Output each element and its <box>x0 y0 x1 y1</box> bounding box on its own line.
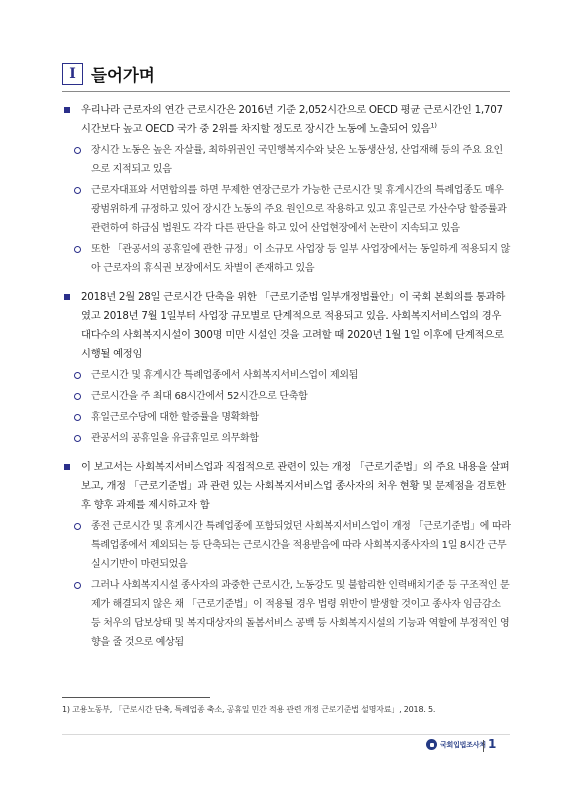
bullet-text: 우리나라 근로자의 연간 근로시간은 2016년 기준 2,052시간으로 OECD 평균 근로시간인 1,707시간보다 높고 OECD 국가 중 2위를 차지할 정도로 장시간 노동에 노출되어 있음 <box>81 104 503 135</box>
title-divider <box>62 91 510 92</box>
sub-item-text: 장시간 노동은 높은 자살률, 최하위권인 국민행복지수와 낮은 노동생산성, 산업재해 등의 주요 요인으로 지적되고 있음 <box>91 145 503 175</box>
bullet-text: 2018년 2월 28일 근로시간 단축을 위한 「근로기준법 일부개정법률안」이 국회 본회의를 통과하였고 2018년 7월 1일부터 사업장 규모별로 단계적으로 적용되고 있음. 사회복지서비스업의 경우 대다수의 사회복지시설이 300명 미만 시설인 것을 고려할 때 2020년 1월 1일 이후에 단계적으로 시행될 예정임 <box>81 291 506 360</box>
circle-bullet-icon <box>74 435 81 442</box>
page-title: 들어가며 <box>91 66 155 85</box>
main-bullet <box>62 288 512 364</box>
body-content <box>62 101 512 652</box>
sub-item-text: 휴일근로수당에 대한 할증률을 명확화함 <box>91 412 259 423</box>
section-heading <box>62 62 155 86</box>
circle-bullet-icon <box>74 187 81 194</box>
sub-item-text: 또한 「관공서의 공휴일에 관한 규정」이 소규모 사업장 등 일부 사업장에서는 동일하게 적용되지 않아 근로자의 휴식권 보장에서도 차별이 존재하고 있음 <box>91 244 510 274</box>
circle-bullet-icon <box>74 414 81 421</box>
footer-divider <box>62 734 510 735</box>
footnote-divider <box>62 697 210 698</box>
sub-item <box>62 366 512 385</box>
sub-item <box>62 517 512 574</box>
sub-item <box>62 387 512 406</box>
sub-item-text: 근로시간을 주 최대 68시간에서 52시간으로 단축함 <box>91 391 308 402</box>
sub-item-text: 그러나 사회복지시설 종사자의 과중한 근로시간, 노동강도 및 불합리한 인력배치기준 등 구조적인 문제가 해결되지 않은 채 「근로기준법」이 적용될 경우 법령 위반이 발생할 것이고 종사자 임금감소 등 처우의 답보상태 및 복지대상자의 돌봄서비스 공백 등 사회복지시설의 기능과 역할에 부정적인 영향을 줄 것으로 예상됨 <box>91 580 510 648</box>
emblem-icon <box>426 739 437 750</box>
sub-item-text: 관공서의 공휴일을 유급휴일로 의무화함 <box>91 433 259 444</box>
footnote: 1) 고용노동부, 「근로시간 단축, 특례업종 축소, 공휴일 민간 적용 관련 개정 근로기준법 설명자료」, 2018. 5. <box>62 705 436 714</box>
sub-item <box>62 576 512 652</box>
sub-item-text: 종전 근로시간 및 휴게시간 특례업종에 포함되었던 사회복지서비스업이 개정 「근로기준법」에 따라 특례업종에서 제외되는 등 단축되는 근로시간을 적용받음에 따라 사회복지종사자의 1일 8시간 근무 실시기반이 마련되었음 <box>91 521 511 570</box>
square-bullet-icon <box>64 464 70 470</box>
bullet-text: 이 보고서는 사회복지서비스업과 직접적으로 관련이 있는 개정 「근로기준법」의 주요 내용을 살펴보고, 개정 「근로기준법」과 관련 있는 사회복지서비스업 종사자의 처우 현황 및 문제점을 검토한 후 향후 과제를 제시하고자 함 <box>81 461 510 511</box>
page-number-separator <box>483 740 484 752</box>
circle-bullet-icon <box>74 372 81 379</box>
main-bullet <box>62 101 512 139</box>
circle-bullet-icon <box>74 147 81 154</box>
sub-item <box>62 181 512 238</box>
publisher-logo <box>426 739 486 750</box>
circle-bullet-icon <box>74 393 81 400</box>
sub-item-text: 근로자대표와 서면합의를 하면 무제한 연장근로가 가능한 근로시간 및 휴게시간의 특례업종도 매우 광범위하게 규정하고 있어 장시간 노동의 주요 원인으로 작용하고 있고 휴일근로 가산수당 할증률과 관련하여 하급심 법원도 각각 다른 판단을 하고 있어 산업현장에서 논란이 지속되고 있음 <box>91 185 507 234</box>
sub-item <box>62 408 512 427</box>
sub-item <box>62 141 512 179</box>
sub-item <box>62 240 512 278</box>
square-bullet-icon <box>64 294 70 300</box>
circle-bullet-icon <box>74 523 81 530</box>
circle-bullet-icon <box>74 246 81 253</box>
sub-item-text: 근로시간 및 휴게시간 특례업종에서 사회복지서비스업이 제외됨 <box>91 370 359 381</box>
circle-bullet-icon <box>74 582 81 589</box>
square-bullet-icon <box>64 107 70 113</box>
footnote-ref[interactable]: 1) <box>430 121 437 130</box>
logo-text: 국회입법조사처 <box>440 740 486 749</box>
roman-numeral-box: Ⅰ <box>62 63 83 85</box>
page-number: 1 <box>488 737 497 751</box>
main-bullet <box>62 458 512 515</box>
sub-item <box>62 429 512 448</box>
